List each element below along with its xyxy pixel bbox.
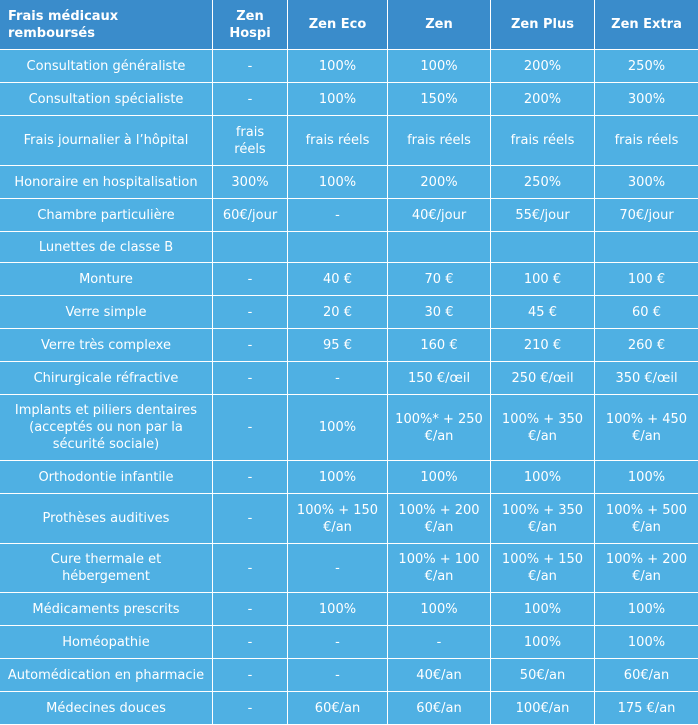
cell-zen: 60€/an: [388, 692, 491, 725]
cell-label: Verre très complexe: [0, 329, 213, 362]
table-row: [0, 116, 698, 166]
cell-zen-plus: 100%: [491, 626, 595, 659]
cell-zen-plus: 100% + 350 €/an: [491, 494, 595, 544]
table-header-row: [0, 0, 698, 50]
cell-zen-eco: -: [288, 362, 388, 395]
cell-zen: frais réels: [388, 116, 491, 166]
cell-zen: 70 €: [388, 263, 491, 296]
table-row: [0, 83, 698, 116]
cell-label: Chirurgicale réfractive: [0, 362, 213, 395]
cell-zen-extra: 100% + 450 €/an: [595, 395, 698, 461]
cell-zen: 100%: [388, 593, 491, 626]
table-row: [0, 232, 698, 263]
cell-zen-hospi: 300%: [213, 166, 288, 199]
cell-zen: 100% + 200 €/an: [388, 494, 491, 544]
table-row: [0, 263, 698, 296]
cell-zen-extra: 250%: [595, 50, 698, 83]
cell-zen: -: [388, 626, 491, 659]
cell-zen-plus: 55€/jour: [491, 199, 595, 232]
cell-zen-hospi: frais réels: [213, 116, 288, 166]
header-zen: Zen: [388, 0, 491, 50]
cell-zen-eco: 100%: [288, 461, 388, 494]
cell-zen-extra: 60 €: [595, 296, 698, 329]
cell-label: Orthodontie infantile: [0, 461, 213, 494]
cell-zen-eco: 100%: [288, 395, 388, 461]
cell-zen-hospi: -: [213, 296, 288, 329]
cell-label: Honoraire en hospitalisation: [0, 166, 213, 199]
cell-zen-extra: 100%: [595, 461, 698, 494]
cell-label: Lunettes de classe B: [0, 232, 213, 263]
cell-label: Homéopathie: [0, 626, 213, 659]
cell-zen-plus: frais réels: [491, 116, 595, 166]
cell-label: Monture: [0, 263, 213, 296]
table-row: [0, 199, 698, 232]
table-row: [0, 395, 698, 461]
cell-zen-plus: 100% + 350 €/an: [491, 395, 595, 461]
cell-zen-plus: 200%: [491, 83, 595, 116]
cell-zen-plus: 100 €: [491, 263, 595, 296]
cell-zen-extra: 260 €: [595, 329, 698, 362]
cell-label: Implants et piliers dentaires (acceptés ou non par la sécurité sociale): [0, 395, 213, 461]
cell-zen-hospi: -: [213, 362, 288, 395]
cell-label: Frais journalier à l’hôpital: [0, 116, 213, 166]
cell-zen-hospi: -: [213, 626, 288, 659]
cell-zen-hospi: -: [213, 593, 288, 626]
cell-zen: 150 €/œil: [388, 362, 491, 395]
cell-zen-extra: [595, 232, 698, 263]
cell-label: Médicaments prescrits: [0, 593, 213, 626]
cell-zen-plus: 210 €: [491, 329, 595, 362]
cell-zen-eco: 100%: [288, 50, 388, 83]
cell-zen-eco: -: [288, 626, 388, 659]
table-row: [0, 296, 698, 329]
table-row: [0, 50, 698, 83]
cell-zen-eco: 100% + 150 €/an: [288, 494, 388, 544]
cell-zen-eco: -: [288, 199, 388, 232]
cell-zen-hospi: -: [213, 461, 288, 494]
cell-zen-hospi: -: [213, 692, 288, 725]
cell-zen-extra: 60€/an: [595, 659, 698, 692]
cell-label: Automédication en pharmacie: [0, 659, 213, 692]
cell-zen: 100% + 100 €/an: [388, 544, 491, 593]
cell-zen-extra: 300%: [595, 83, 698, 116]
cell-zen-extra: 100 €: [595, 263, 698, 296]
cell-zen: 200%: [388, 166, 491, 199]
cell-label: Médecines douces: [0, 692, 213, 725]
cell-zen-eco: 95 €: [288, 329, 388, 362]
cell-zen-extra: 300%: [595, 166, 698, 199]
cell-zen-plus: 100€/an: [491, 692, 595, 725]
cell-zen-hospi: 60€/jour: [213, 199, 288, 232]
cell-zen-extra: frais réels: [595, 116, 698, 166]
cell-zen-hospi: -: [213, 83, 288, 116]
cell-zen-hospi: -: [213, 494, 288, 544]
header-frais: Frais médicaux remboursés: [0, 0, 213, 50]
cell-zen-eco: -: [288, 544, 388, 593]
cell-zen-eco: 60€/an: [288, 692, 388, 725]
cell-zen-plus: 100%: [491, 593, 595, 626]
cell-zen-hospi: -: [213, 329, 288, 362]
cell-zen-eco: 100%: [288, 593, 388, 626]
cell-zen-hospi: -: [213, 544, 288, 593]
table-row: [0, 329, 698, 362]
cell-zen-plus: 250 €/œil: [491, 362, 595, 395]
table-row: [0, 544, 698, 593]
cell-zen-hospi: [213, 232, 288, 263]
cell-zen-plus: 200%: [491, 50, 595, 83]
cell-zen: 150%: [388, 83, 491, 116]
cell-zen-plus: 50€/an: [491, 659, 595, 692]
cell-label: Cure thermale et hébergement: [0, 544, 213, 593]
cell-label: Prothèses auditives: [0, 494, 213, 544]
cell-zen-plus: 250%: [491, 166, 595, 199]
cell-zen-extra: 100% + 200 €/an: [595, 544, 698, 593]
cell-zen: 40€/an: [388, 659, 491, 692]
table-row: [0, 626, 698, 659]
cell-zen-hospi: -: [213, 395, 288, 461]
cell-zen-extra: 350 €/œil: [595, 362, 698, 395]
cell-zen-plus: [491, 232, 595, 263]
cell-zen-hospi: -: [213, 50, 288, 83]
cell-label: Consultation spécialiste: [0, 83, 213, 116]
cell-zen-hospi: -: [213, 659, 288, 692]
cell-zen: [388, 232, 491, 263]
cell-zen-extra: 175 €/an: [595, 692, 698, 725]
table-row: [0, 692, 698, 725]
cell-zen-eco: [288, 232, 388, 263]
header-zen-hospi: Zen Hospi: [213, 0, 288, 50]
cell-zen: 30 €: [388, 296, 491, 329]
cell-zen-extra: 100% + 500 €/an: [595, 494, 698, 544]
cell-zen: 40€/jour: [388, 199, 491, 232]
header-zen-extra: Zen Extra: [595, 0, 698, 50]
cell-zen-eco: -: [288, 659, 388, 692]
table-row: [0, 494, 698, 544]
table-row: [0, 461, 698, 494]
cell-zen-eco: 100%: [288, 166, 388, 199]
cell-zen-extra: 100%: [595, 593, 698, 626]
cell-zen: 100%: [388, 461, 491, 494]
table-row: [0, 166, 698, 199]
cell-zen: 160 €: [388, 329, 491, 362]
cell-zen-eco: 20 €: [288, 296, 388, 329]
cell-label: Consultation généraliste: [0, 50, 213, 83]
cell-zen-eco: 40 €: [288, 263, 388, 296]
cell-zen-plus: 100% + 150 €/an: [491, 544, 595, 593]
cell-zen: 100%: [388, 50, 491, 83]
table-row: [0, 593, 698, 626]
cell-zen: 100%* + 250 €/an: [388, 395, 491, 461]
cell-zen-hospi: -: [213, 263, 288, 296]
cell-zen-eco: 100%: [288, 83, 388, 116]
table-row: [0, 659, 698, 692]
cell-zen-extra: 70€/jour: [595, 199, 698, 232]
table-row: [0, 362, 698, 395]
cell-zen-plus: 45 €: [491, 296, 595, 329]
cell-zen-eco: frais réels: [288, 116, 388, 166]
header-zen-plus: Zen Plus: [491, 0, 595, 50]
header-zen-eco: Zen Eco: [288, 0, 388, 50]
cell-label: Verre simple: [0, 296, 213, 329]
cell-zen-plus: 100%: [491, 461, 595, 494]
cell-label: Chambre particulière: [0, 199, 213, 232]
cell-zen-extra: 100%: [595, 626, 698, 659]
table-body: [0, 50, 698, 725]
